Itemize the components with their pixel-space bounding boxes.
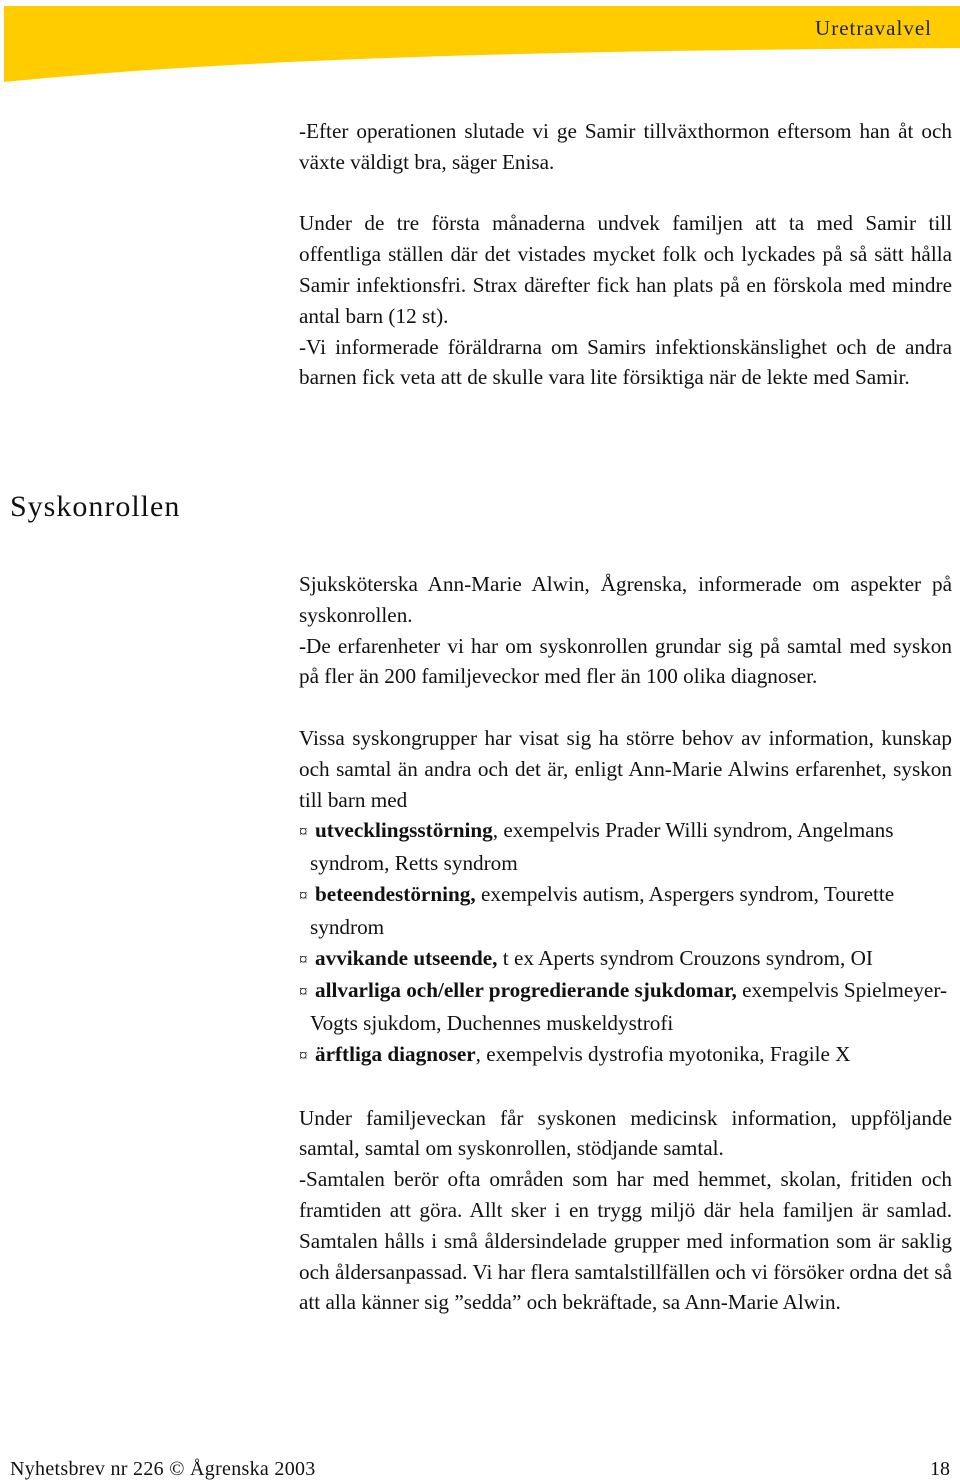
list-item-term: ärftliga diagnoser	[315, 1041, 476, 1066]
bullet-icon: ¤	[299, 885, 308, 905]
bullet-icon: ¤	[299, 1045, 308, 1065]
section-paragraph-1: Sjuksköterska Ann-Marie Alwin, Ågrenska, informerade om aspekter på syskonrollen.	[299, 572, 952, 627]
bullet-icon: ¤	[299, 949, 308, 969]
section-heading: Syskonrollen	[10, 490, 181, 523]
list-item-term: utvecklingsstörning	[315, 818, 493, 843]
running-header-title: Uretravalvel	[815, 16, 932, 40]
list-item	[299, 975, 952, 1039]
diagnosis-list	[299, 815, 952, 1071]
list-item	[299, 879, 952, 943]
intro-paragraph-1: -Efter operationen slutade vi ge Samir tillväxthormon eftersom han åt och växte väldigt bra, säger Enisa.	[299, 119, 952, 174]
section-text-block	[299, 569, 952, 1318]
list-item	[299, 815, 952, 879]
list-item-detail: , exempelvis dystrofia myotonika, Fragile X	[475, 1041, 851, 1066]
list-item	[299, 943, 952, 976]
footer-publication-info: Nyhetsbrev nr 226 © Ågrenska 2003	[10, 1458, 316, 1480]
intro-paragraph-3: -Vi informerade föräldrarna om Samirs infektionskänslighet och de andra barnen fick veta att de skulle vara lite försiktiga när de lekte med Samir.	[299, 334, 952, 390]
intro-text-block	[299, 116, 952, 393]
list-item-detail: exempelvis Spielmeyer-Vogts sjukdom, Duchennes muskeldystrofi	[310, 978, 948, 1036]
section-paragraph-4: Under familjeveckan får syskonen medicinsk information, uppföljande samtal, samtal om syskonrollen, stödjande samtal.	[299, 1105, 952, 1161]
intro-paragraph-2: Under de tre första månaderna undvek familjen att ta med Samir till offentliga ställen där det vistades mycket folk och lyckades på så sätt hålla Samir infektionsfri. Strax därefter fick han plats på en förskola med mindre antal barn (12 st).	[299, 211, 952, 328]
section-paragraph-3: Vissa syskongrupper har visat sig ha större behov av information, kunskap och samtal än andra och det är, enligt Ann-Marie Alwins erfarenhet, syskon till barn med	[299, 725, 952, 812]
list-item-term: allvarliga och/eller progredierande sjukdomar,	[315, 978, 737, 1003]
list-item	[299, 1039, 952, 1072]
list-item-term: beteendestörning,	[315, 881, 476, 906]
section-paragraph-5: -Samtalen berör ofta områden som har med hemmet, skolan, fritiden och framtiden att göra. Allt sker i en trygg miljö där hela familjen är samlad. Samtalen hålls i små åldersindelade grupper med information som är saklig och åldersanpassad. Vi har flera samtalstillfällen och vi försöker ordna det så att alla känner sig ”sedda” och bekräftade, sa Ann-Marie Alwin.	[299, 1167, 952, 1315]
bullet-icon: ¤	[299, 982, 308, 1002]
list-item-detail: , exempelvis Prader Willi syndrom, Angelmans syndrom, Retts syndrom	[310, 818, 894, 876]
page-number: 18	[930, 1458, 950, 1480]
bullet-icon: ¤	[299, 822, 308, 842]
section-paragraph-2: -De erfarenheter vi har om syskonrollen grundar sig på samtal med syskon på fler än 200 familjeveckor med fler än 100 olika diagnoser.	[299, 633, 952, 689]
list-item-detail: exempelvis autism, Aspergers syndrom, Tourette syndrom	[310, 881, 895, 939]
list-item-detail: t ex Aperts syndrom Crouzons syndrom, OI	[497, 945, 873, 970]
list-item-term: avvikande utseende,	[315, 945, 498, 970]
